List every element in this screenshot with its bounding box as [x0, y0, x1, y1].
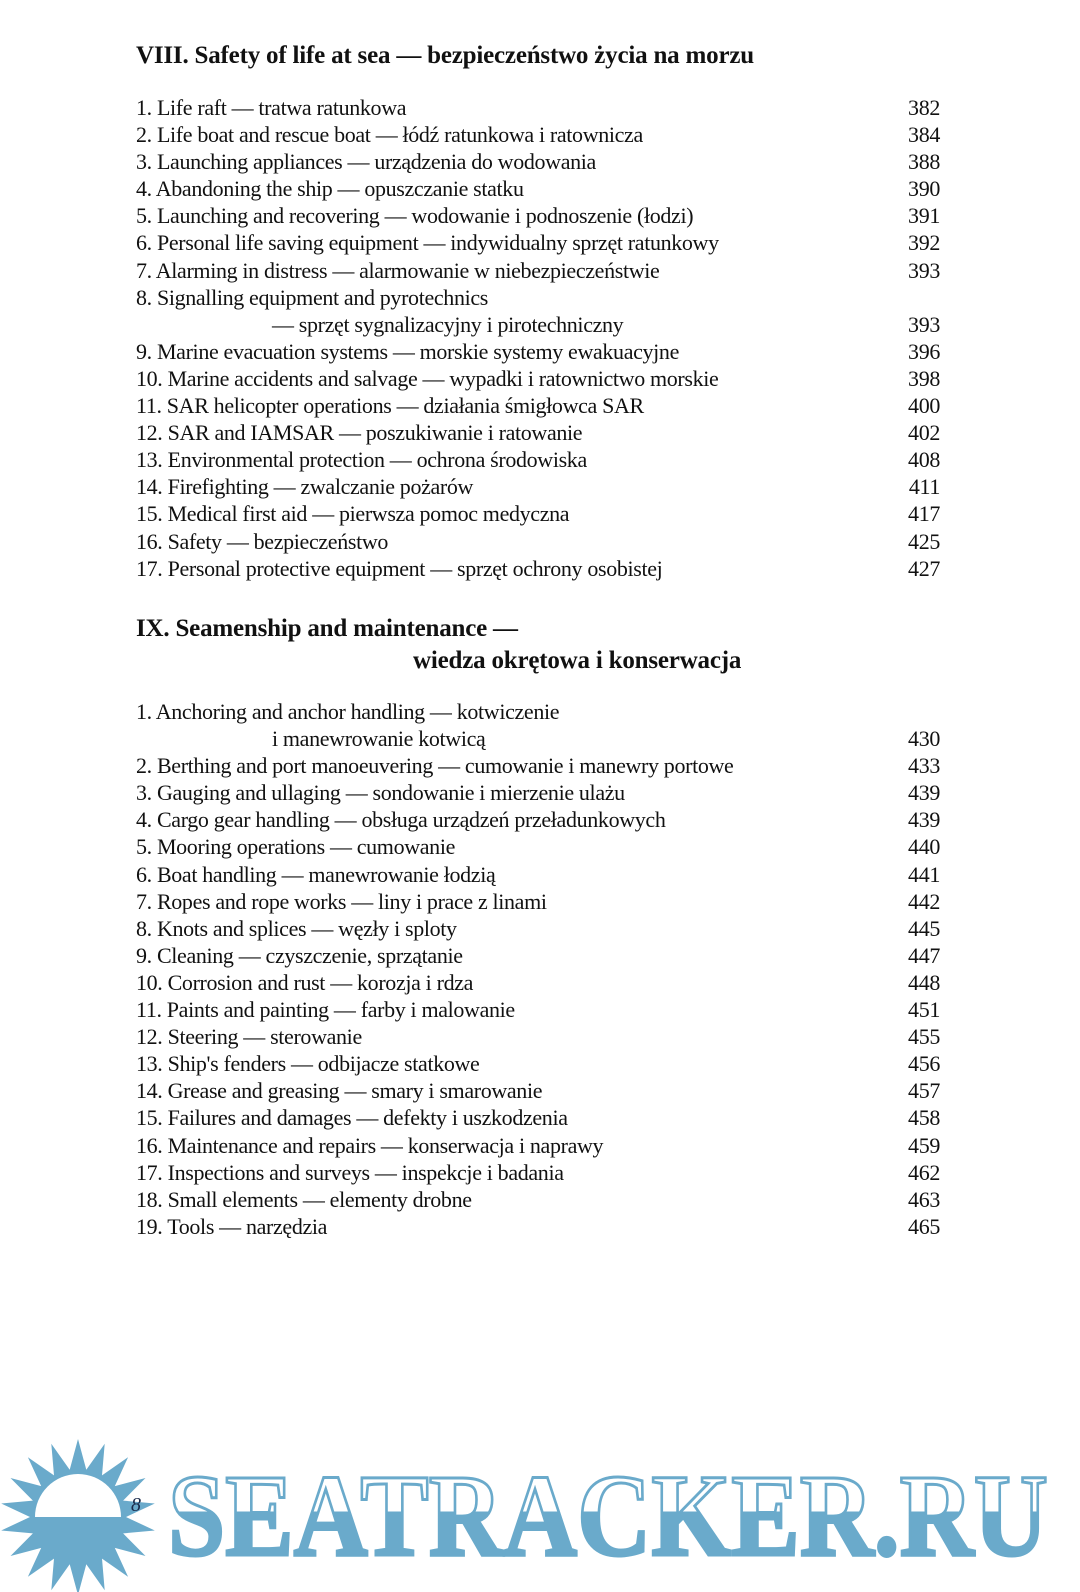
toc-entry[interactable]: [136, 942, 940, 969]
toc-entry-title: 10. Marine accidents and salvage — wypadki i ratownictwo morskie: [136, 365, 719, 391]
toc-entry-title: 11. SAR helicopter operations — działania śmigłowca SAR: [136, 393, 644, 419]
toc-entry-page: 391: [908, 203, 940, 229]
toc-entry-page: 462: [908, 1159, 940, 1185]
toc-entry-continuation[interactable]: [136, 725, 940, 752]
toc-entry[interactable]: [136, 996, 940, 1023]
toc-entry[interactable]: [136, 833, 940, 860]
toc-entry[interactable]: [136, 779, 940, 806]
toc-entry[interactable]: [136, 392, 940, 419]
toc-entry[interactable]: [136, 555, 940, 582]
toc-entry-title: 16. Safety — bezpieczeństwo: [136, 528, 389, 554]
toc-entry[interactable]: [136, 500, 940, 527]
section-8-title: VIII. Safety of life at sea — bezpieczeństwo życia na morzu: [136, 42, 754, 69]
toc-entry[interactable]: [136, 1050, 940, 1077]
toc-entry-title: 14. Grease and greasing — smary i smarowanie: [136, 1078, 543, 1104]
toc-entry[interactable]: [136, 1213, 940, 1240]
toc-entry-title: 12. SAR and IAMSAR — poszukiwanie i ratowanie: [136, 420, 583, 446]
toc-entry[interactable]: [136, 202, 940, 229]
toc-entry[interactable]: [136, 1104, 940, 1131]
toc-entry[interactable]: [136, 528, 940, 555]
toc-entry-title: 15. Medical first aid — pierwsza pomoc medyczna: [136, 501, 570, 527]
toc-entry-page: 463: [908, 1186, 940, 1212]
toc-entry[interactable]: [136, 284, 940, 311]
toc-entry-page: 396: [908, 338, 940, 364]
toc-entry-page: 441: [908, 861, 940, 887]
toc-entry[interactable]: [136, 338, 940, 365]
toc-entry-title: 5. Launching and recovering — wodowanie i podnoszenie (łodzi): [136, 203, 694, 229]
toc-entry[interactable]: [136, 752, 940, 779]
toc-entry[interactable]: [136, 806, 940, 833]
toc-entry[interactable]: [136, 1159, 940, 1186]
toc-entry-title: 6. Personal life saving equipment — indywidualny sprzęt ratunkowy: [136, 230, 719, 256]
toc-entry-title: 13. Environmental protection — ochrona środowiska: [136, 447, 587, 473]
toc-entry[interactable]: [136, 1132, 940, 1159]
toc-entry[interactable]: [136, 888, 940, 915]
toc-entry-page: 417: [908, 501, 940, 527]
toc-entry[interactable]: [136, 148, 940, 175]
toc-entry[interactable]: [136, 915, 940, 942]
toc-entry-page: 408: [908, 447, 940, 473]
toc-entry-title: 4. Cargo gear handling — obsługa urządzeń przeładunkowych: [136, 807, 666, 833]
toc-entry[interactable]: [136, 365, 940, 392]
toc-entry-page: 393: [908, 257, 940, 283]
toc-entry[interactable]: [136, 1023, 940, 1050]
toc-entry-title: 17. Personal protective equipment — sprzęt ochrony osobistej: [136, 555, 663, 581]
seatracker-watermark-logo: [0, 1405, 1080, 1592]
toc-entry-page: 457: [908, 1078, 940, 1104]
page-number: 8: [131, 1494, 141, 1516]
toc-entry-page: 465: [908, 1213, 940, 1239]
section-9-title-line1: IX. Seamenship and maintenance —: [136, 615, 518, 642]
toc-entry-page: 388: [908, 149, 940, 175]
toc-entry[interactable]: [136, 473, 940, 500]
toc-entry-title: 1. Anchoring and anchor handling — kotwiczenie: [136, 699, 560, 724]
toc-entry-title: 9. Cleaning — czyszczenie, sprzątanie: [136, 942, 463, 968]
toc-entry-title: 18. Small elements — elementy drobne: [136, 1186, 472, 1212]
toc-entry-page: 440: [908, 834, 940, 860]
toc-entry-page: 458: [908, 1105, 940, 1131]
toc-entry-title: 3. Gauging and ullaging — sondowanie i mierzenie ulażu: [136, 780, 625, 806]
toc-entry[interactable]: [136, 257, 940, 284]
toc-entry[interactable]: [136, 698, 940, 725]
toc-entry-page: 448: [908, 969, 940, 995]
toc-entry-title-continued: — sprzęt sygnalizacyjny i pirotechniczny: [272, 311, 624, 337]
toc-entry-page: 442: [908, 888, 940, 914]
toc-entry[interactable]: [136, 121, 940, 148]
toc-entry-page: 445: [908, 915, 940, 941]
toc-entry-title: 7. Alarming in distress — alarmowanie w niebezpieczeństwie: [136, 257, 660, 283]
toc-entry-page: 411: [908, 474, 940, 500]
toc-entry-page: 439: [908, 780, 940, 806]
toc-entry[interactable]: [136, 861, 940, 888]
toc-entry-page: 400: [908, 393, 940, 419]
toc-entry-title: 3. Launching appliances — urządzenia do wodowania: [136, 149, 596, 175]
toc-entry-page: 384: [908, 122, 940, 148]
toc-entry-title: 15. Failures and damages — defekty i uszkodzenia: [136, 1105, 568, 1131]
toc-entry-page: 433: [908, 753, 940, 779]
toc-entry-page: 456: [908, 1051, 940, 1077]
toc-entry-title: 19. Tools — narzędzia: [136, 1213, 328, 1239]
toc-entry[interactable]: [136, 969, 940, 996]
toc-entry-page: 427: [908, 555, 940, 581]
toc-entry-page: 425: [908, 528, 940, 554]
toc-entry-title: 7. Ropes and rope works — liny i prace z linami: [136, 888, 547, 914]
toc-entry-page: 382: [908, 95, 940, 120]
toc-entry-page: 459: [908, 1132, 940, 1158]
toc-entry-page: 398: [908, 365, 940, 391]
section-9-title-line2: wiedza okrętowa i konserwacja: [413, 647, 742, 674]
toc-entry-title: 10. Corrosion and rust — korozja i rdza: [136, 969, 474, 995]
toc-entry-page: 402: [908, 420, 940, 446]
toc-entry[interactable]: [136, 175, 940, 202]
toc-entry-title: 16. Maintenance and repairs — konserwacja i naprawy: [136, 1132, 604, 1158]
toc-entry-title: 5. Mooring operations — cumowanie: [136, 834, 455, 860]
toc-entry[interactable]: [136, 229, 940, 256]
toc-entry-title: 2. Berthing and port manoeuvering — cumowanie i manewry portowe: [136, 753, 734, 779]
toc-entry-title: 14. Firefighting — zwalczanie pożarów: [136, 474, 474, 500]
toc-entry-title: 6. Boat handling — manewrowanie łodzią: [136, 861, 496, 887]
toc-entry-title: 13. Ship's fenders — odbijacze statkowe: [136, 1051, 480, 1077]
toc-entry-title: 9. Marine evacuation systems — morskie systemy ewakuacyjne: [136, 338, 679, 364]
toc-entry-title: 8. Signalling equipment and pyrotechnics: [136, 284, 488, 310]
toc-entry[interactable]: [136, 1186, 940, 1213]
toc-entry[interactable]: [136, 446, 940, 473]
toc-entry-title: 12. Steering — sterowanie: [136, 1024, 362, 1050]
toc-entry[interactable]: [136, 94, 940, 121]
toc-entry[interactable]: [136, 419, 940, 446]
toc-entry-page: 439: [908, 807, 940, 833]
toc-entry-page: 393: [908, 311, 940, 337]
toc-entry-title: 11. Paints and painting — farby i malowanie: [136, 997, 515, 1023]
toc-entry-page: 430: [908, 726, 940, 752]
toc-entry-continuation[interactable]: [136, 311, 940, 338]
toc-entry-title: 17. Inspections and surveys — inspekcje i badania: [136, 1159, 564, 1185]
toc-entry-page: 390: [908, 176, 940, 202]
toc-entry-title: 1. Life raft — tratwa ratunkowa: [136, 95, 407, 120]
toc-entry-page: 451: [908, 997, 940, 1023]
toc-entry-title: 8. Knots and splices — węzły i sploty: [136, 915, 457, 941]
toc-entry-title-continued: i manewrowanie kotwicą: [272, 726, 486, 752]
section-8-list: [136, 94, 940, 582]
watermark-text: SEATRACKER.RU: [168, 1450, 1048, 1581]
toc-entry-page: 392: [908, 230, 940, 256]
toc-entry-page: 447: [908, 942, 940, 968]
toc-entry[interactable]: [136, 1077, 940, 1104]
toc-entry-title: 4. Abandoning the ship — opuszczanie statku: [136, 176, 524, 202]
toc-entry-page: 455: [908, 1024, 940, 1050]
toc-entry-title: 2. Life boat and rescue boat — łódź ratunkowa i ratownicza: [136, 122, 643, 148]
section-9-list: [136, 698, 940, 1240]
